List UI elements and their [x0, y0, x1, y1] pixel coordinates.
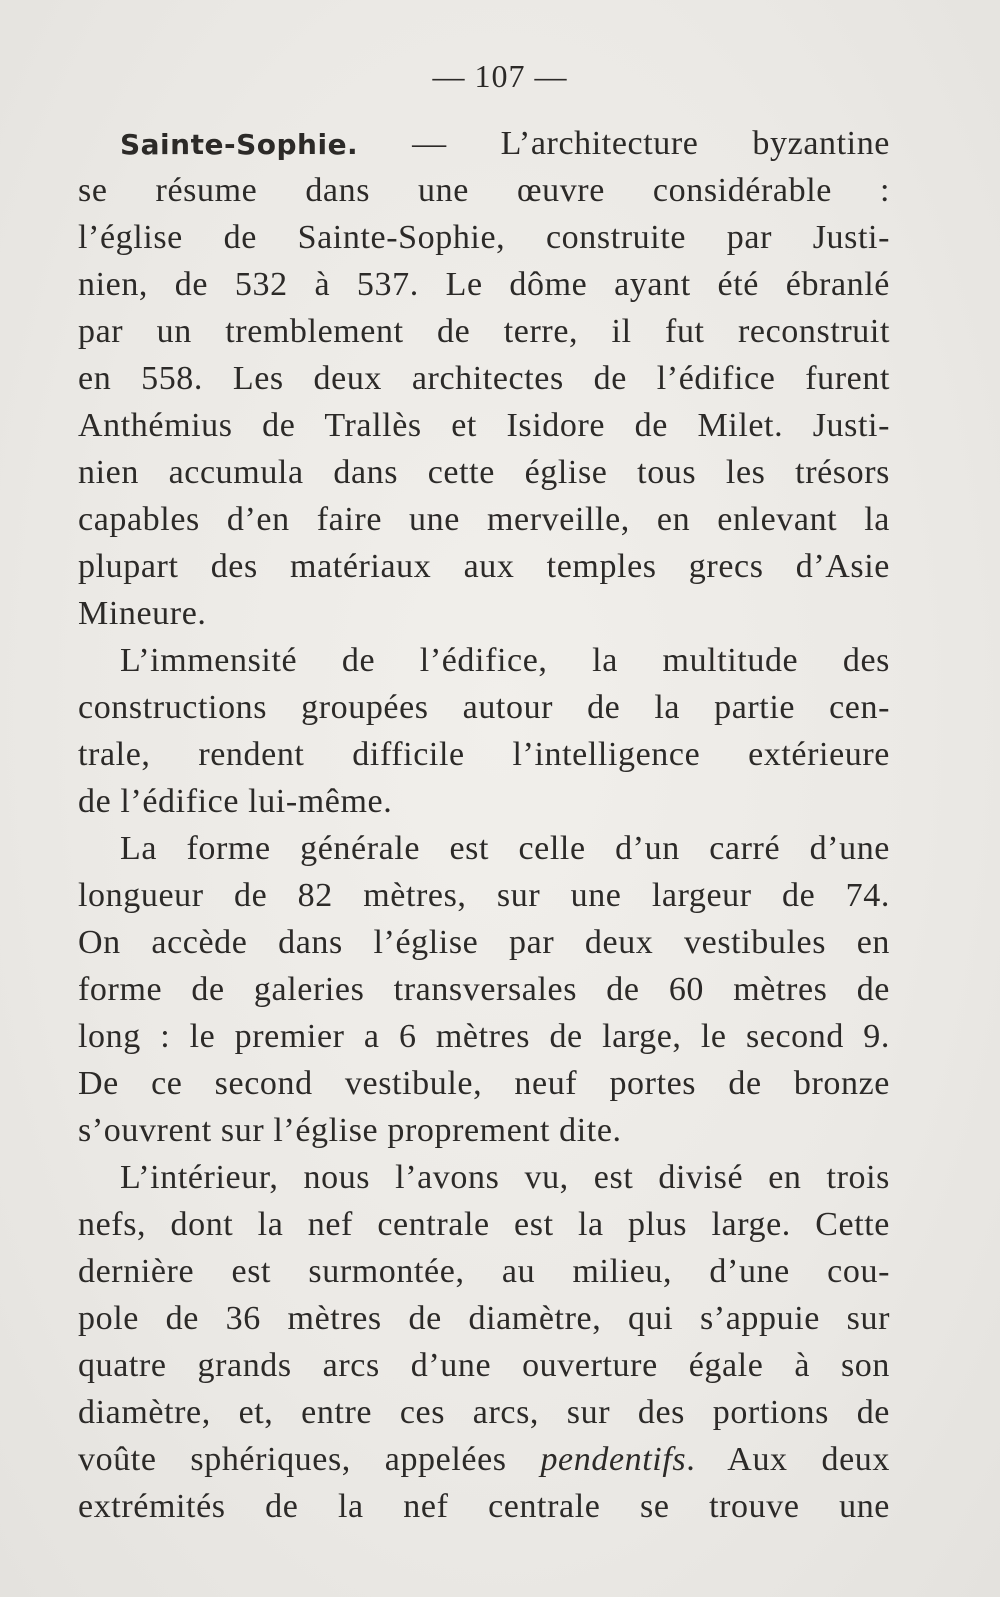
text-line	[78, 402, 890, 449]
text-line	[78, 261, 890, 308]
text-segment: dernière est surmontée, au milieu, d’une cou-	[78, 1253, 890, 1290]
text-segment: On accède dans l’église par deux vestibules en	[78, 924, 890, 961]
text-segment: Mineure.	[78, 595, 207, 632]
text-line	[78, 308, 890, 355]
text-line	[78, 167, 890, 214]
text-line	[78, 1342, 890, 1389]
text-segment: nien accumula dans cette église tous les trésors	[78, 454, 890, 491]
page-number: — 107 —	[432, 58, 568, 94]
text-line	[78, 966, 890, 1013]
text-segment: plupart des matériaux aux temples grecs d’Asie	[78, 548, 890, 585]
text-line	[78, 1107, 890, 1154]
text-segment: . Aux deux	[686, 1441, 890, 1478]
text-line	[78, 449, 890, 496]
text-line	[78, 1201, 890, 1248]
text-line	[78, 1248, 890, 1295]
text-segment: capables d’en faire une merveille, en enlevant la	[78, 501, 890, 538]
text-line	[78, 590, 890, 637]
text-line	[78, 355, 890, 402]
text-segment: La forme générale est celle d’un carré d’une	[120, 830, 890, 867]
text-segment: Anthémius de Trallès et Isidore de Milet. Justi-	[78, 407, 890, 444]
text-segment: de l’édifice lui-même.	[78, 783, 393, 820]
text-segment: De ce second vestibule, neuf portes de bronze	[78, 1065, 890, 1102]
text-line	[78, 1295, 890, 1342]
text-line	[78, 825, 890, 872]
text-segment: forme de galeries transversales de 60 mètres de	[78, 971, 890, 1008]
text-segment: long : le premier a 6 mètres de large, le second 9.	[78, 1018, 890, 1055]
text-segment: quatre grands arcs d’une ouverture égale à son	[78, 1347, 890, 1384]
section-heading: Sainte-Sophie.	[120, 128, 359, 161]
text-segment: — L’architecture byzantine	[358, 125, 890, 162]
text-segment: trale, rendent difficile l’intelligence extérieure	[78, 736, 890, 773]
text-segment: L’immensité de l’édifice, la multitude des	[120, 642, 890, 679]
text-line	[78, 637, 890, 684]
text-segment: longueur de 82 mètres, sur une largeur de 74.	[78, 877, 890, 914]
text-segment: se résume dans une œuvre considérable :	[78, 172, 890, 209]
text-segment: diamètre, et, entre ces arcs, sur des portions de	[78, 1394, 890, 1431]
text-segment: voûte sphériques, appelées	[78, 1441, 541, 1478]
text-line	[78, 778, 890, 825]
text-line	[78, 1154, 890, 1201]
text-segment: constructions groupées autour de la partie cen-	[78, 689, 890, 726]
text-line	[78, 919, 890, 966]
text-segment: par un tremblement de terre, il fut reconstruit	[78, 313, 890, 350]
text-line	[78, 684, 890, 731]
body-text	[78, 120, 890, 1530]
text-segment: L’intérieur, nous l’avons vu, est divisé en trois	[120, 1159, 890, 1196]
text-line	[78, 1436, 890, 1483]
text-segment: nefs, dont la nef centrale est la plus large. Cette	[78, 1206, 890, 1243]
text-line	[78, 1389, 890, 1436]
italic-term: pendentifs	[540, 1441, 687, 1478]
text-segment: pole de 36 mètres de diamètre, qui s’appuie sur	[78, 1300, 890, 1337]
text-line	[78, 1013, 890, 1060]
text-line	[78, 872, 890, 919]
text-line	[78, 496, 890, 543]
text-line	[78, 731, 890, 778]
text-segment: extrémités de la nef centrale se trouve une	[78, 1488, 890, 1525]
text-segment: nien, de 532 à 537. Le dôme ayant été ébranlé	[78, 266, 890, 303]
text-line	[78, 1483, 890, 1530]
text-line	[78, 120, 890, 167]
text-segment: en 558. Les deux architectes de l’édifice furent	[78, 360, 890, 397]
text-line	[78, 214, 890, 261]
text-line	[78, 1060, 890, 1107]
text-line	[78, 543, 890, 590]
text-segment: s’ouvrent sur l’église proprement dite.	[78, 1112, 622, 1149]
text-segment: l’église de Sainte-Sophie, construite par Justi-	[78, 219, 890, 256]
